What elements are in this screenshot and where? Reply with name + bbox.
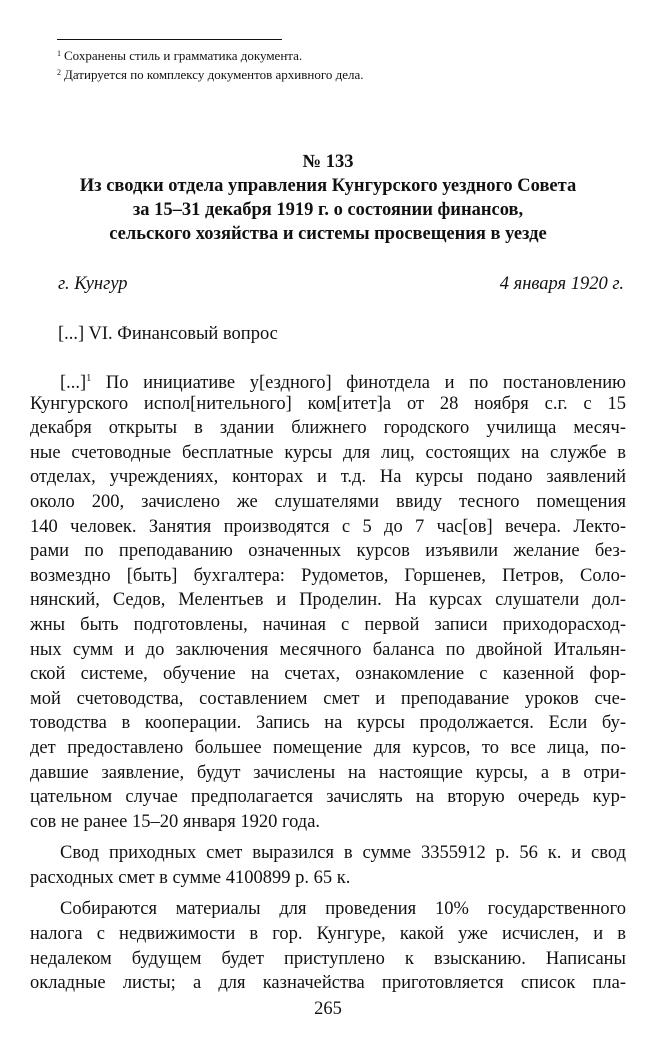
footnote-mark: 2: [57, 68, 61, 77]
text-line: товодства в кооперации. Запись на курсы продолжается. Если бу-: [30, 713, 626, 734]
text-line: около 200, зачислено же слушателями ввиду тесного помещения: [30, 491, 626, 512]
text-line: нянский, Седов, Мелентьев и Проделин. На курсах слушатели дол-: [30, 590, 626, 611]
text-line: [30, 367, 626, 392]
document-number: № 133: [302, 152, 354, 172]
footnote-reference: 1: [86, 373, 92, 384]
document-place: г. Кунгур: [58, 274, 128, 294]
text-line: недалеком будущем будет приступлено к взысканию. Написаны: [30, 948, 626, 969]
text-line: ные счетоводные бесплатные курсы для лиц, состоящих на службе в: [30, 442, 626, 463]
text-line: налога с недвижимости в гор. Кунгуре, какой уже исчислен, и в: [30, 924, 626, 945]
text-line: 140 человек. Занятия производятся с 5 до 7 час[ов] вечера. Лекто-: [30, 516, 626, 537]
text-line: отделах, учреждениях, конторах и т.д. На курсы подано заявлений: [30, 467, 626, 488]
text-line: мой счетоводства, составлением смет и преподавание уроков сче-: [30, 688, 626, 709]
footnote-text: Сохранены стиль и грамматика документа.: [64, 48, 303, 63]
footnote-1: [57, 45, 617, 64]
document-title-line: сельского хозяйства и системы просвещения в уезде: [109, 224, 547, 244]
text-line: расходных смет в сумме 4100899 р. 65 к.: [30, 867, 351, 888]
footnote-mark: 1: [57, 49, 61, 58]
footnotes: [57, 45, 617, 83]
text-line: окладные листы; а для казначейства приготовляется список пла-: [30, 973, 626, 994]
text-line: ской системе, обучение на счетах, ознакомление с казенной фор-: [30, 664, 626, 685]
document-title-line: Из сводки отдела управления Кунгурского уездного Совета: [79, 176, 577, 196]
text-line: декабря открыты в здании ближнего городского училища месяч-: [30, 418, 626, 439]
text-line: дет предоставлено большее помещение для курсов, то все лица, по-: [30, 737, 626, 758]
footnote-2: [57, 64, 617, 83]
footnote-divider: [57, 39, 282, 40]
text-line: давшие заявление, будут зачислены на настоящие курсы, а в отри-: [30, 762, 626, 783]
document-date: 4 января 1920 г.: [499, 274, 624, 294]
text-line: рами по преподаванию означенных курсов изъявили желание без-: [30, 541, 626, 562]
text-fragment: По инициативе у[ездного] финотдела и по постановлению: [91, 373, 626, 393]
text-line: цательном случае предполагается зачислять на вторую очередь кур-: [30, 787, 626, 808]
text-line: Свод приходных смет выразился в сумме 3355912 р. 56 к. и свод: [60, 843, 626, 864]
text-line: возмездно [быть] бухгалтера: Рудометов, Горшенев, Петров, Соло-: [30, 565, 626, 586]
text-line: ных сумм и до заключения месячного баланса по двойной Итальян-: [30, 639, 626, 660]
footnote-text: Датируется по комплексу документов архивного дела.: [64, 67, 364, 82]
page-number: 265: [314, 999, 342, 1019]
text-line: жны быть подготовлены, начиная с первой записи приходорасход-: [30, 614, 626, 635]
omission-mark: [...]: [60, 373, 87, 393]
document-body: [30, 367, 626, 996]
section-title: [...] VI. Финансовый вопрос: [58, 324, 278, 344]
document-title-line: за 15–31 декабря 1919 г. о состоянии финансов,: [132, 200, 524, 220]
text-line: Собираются материалы для проведения 10% государственного: [60, 899, 626, 920]
text-line: сов не ранее 15–20 января 1920 года.: [30, 811, 321, 832]
text-line: Кунгурского испол[нительного] ком[итет]а от 28 ноября с.г. с 15: [30, 393, 626, 414]
document-heading: [20, 150, 636, 246]
